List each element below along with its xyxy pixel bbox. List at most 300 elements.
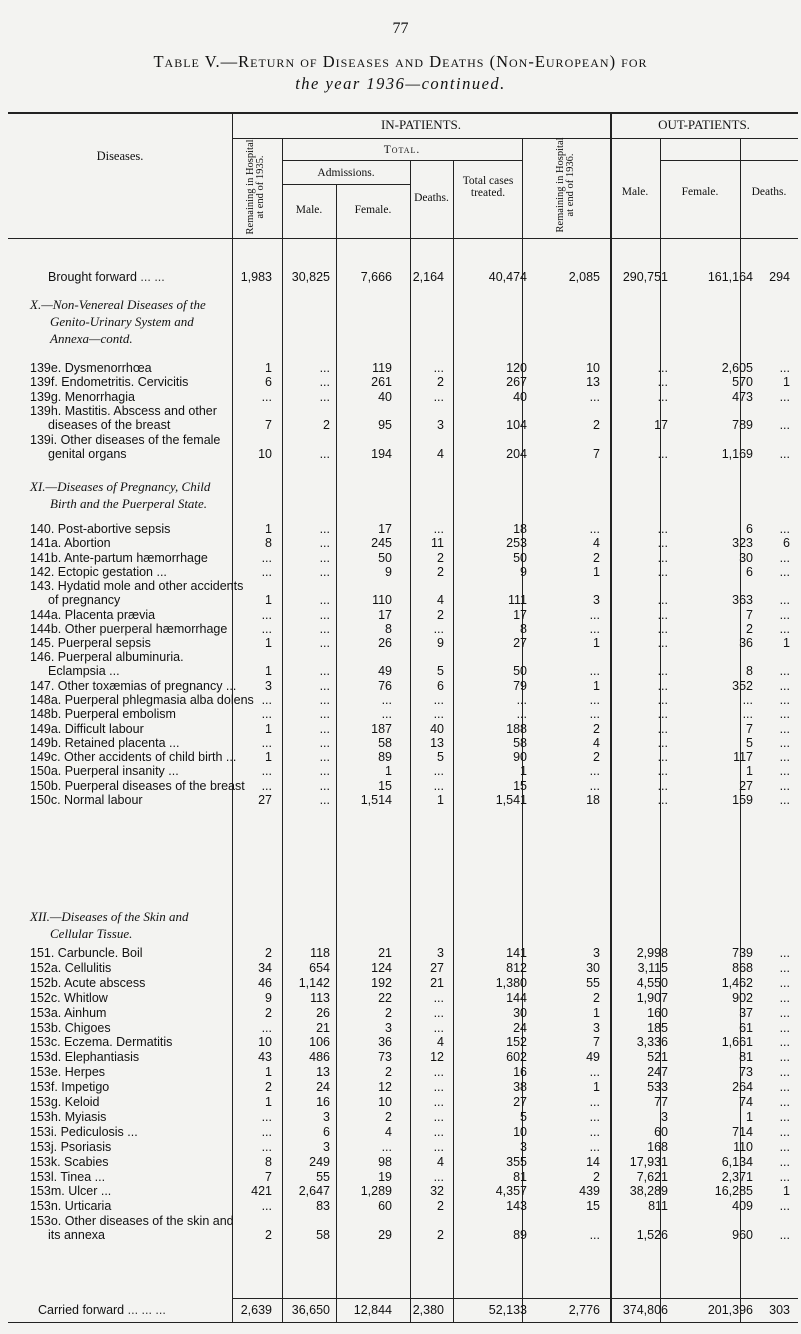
cell: 38 bbox=[513, 1080, 527, 1095]
cell: 34 bbox=[258, 960, 272, 975]
cell: ... bbox=[319, 389, 330, 404]
cell: ... bbox=[657, 389, 668, 404]
cell: ... bbox=[779, 607, 790, 622]
cell: 1 bbox=[265, 522, 272, 536]
cell: ... bbox=[319, 707, 330, 722]
cell: 2,998 bbox=[636, 946, 668, 960]
cell: ... bbox=[589, 1139, 600, 1154]
cell: 7 bbox=[265, 1169, 272, 1184]
table-row bbox=[0, 693, 801, 707]
cell: 2 bbox=[385, 1005, 392, 1020]
cell: ... bbox=[433, 522, 444, 536]
cell: 2 bbox=[437, 550, 444, 565]
cell: 52,133 bbox=[488, 1303, 527, 1317]
cell: ... bbox=[319, 522, 330, 536]
cell: ... bbox=[779, 735, 790, 750]
cell: ... bbox=[589, 664, 600, 679]
row-label: 149b. Retained placenta ... bbox=[30, 735, 180, 750]
cell: 12 bbox=[430, 1050, 444, 1065]
cell: 8 bbox=[265, 1154, 272, 1169]
cell: 10 bbox=[258, 1035, 272, 1050]
cell: 110 bbox=[372, 593, 392, 607]
cell: 2,164 bbox=[412, 270, 444, 284]
table-row-continued bbox=[0, 418, 801, 432]
remaining-1936-header: Remaining in Hospital at end of 1936. bbox=[555, 137, 576, 233]
table-row bbox=[0, 361, 801, 375]
cell: ... bbox=[319, 446, 330, 461]
cell: 89 bbox=[513, 1228, 527, 1243]
row-label: 149a. Difficult labour bbox=[30, 721, 144, 736]
cell: 1 bbox=[437, 792, 444, 807]
cell: ... bbox=[779, 975, 790, 990]
cell: ... bbox=[779, 1095, 790, 1109]
table-row bbox=[0, 650, 801, 664]
row-label-continued: of pregnancy bbox=[48, 593, 121, 607]
cell: ... bbox=[779, 750, 790, 764]
cell: 1 bbox=[265, 750, 272, 764]
table-subtitle-text: the year 1936—continued. bbox=[295, 74, 506, 93]
cell: ... bbox=[779, 1139, 790, 1154]
cell: 2 bbox=[746, 621, 753, 636]
row-label: 153l. Tinea ... bbox=[30, 1169, 106, 1184]
cell: ... bbox=[779, 960, 790, 975]
cell: 9 bbox=[437, 636, 444, 650]
cell: ... bbox=[261, 550, 272, 565]
cell: ... bbox=[433, 707, 444, 722]
cell: ... bbox=[319, 593, 330, 607]
cell: ... bbox=[779, 1005, 790, 1020]
cell: 16 bbox=[513, 1065, 527, 1080]
cell: 119 bbox=[372, 361, 392, 375]
cell: 602 bbox=[506, 1050, 527, 1065]
cell: 187 bbox=[371, 721, 392, 736]
cell: 3 bbox=[385, 1020, 392, 1035]
cell: ... bbox=[779, 1154, 790, 1169]
cell: ... bbox=[589, 621, 600, 636]
row-label: 153f. Impetigo bbox=[30, 1080, 110, 1095]
cell: 2 bbox=[437, 375, 444, 390]
total-rule bbox=[282, 160, 522, 161]
table-row bbox=[0, 736, 801, 750]
page-number: 77 bbox=[392, 20, 409, 37]
cell: ... bbox=[381, 707, 392, 722]
cell: 2,647 bbox=[298, 1184, 330, 1199]
cell: 106 bbox=[309, 1035, 330, 1050]
cell: ... bbox=[779, 707, 790, 722]
table-row bbox=[0, 536, 801, 550]
cell: 245 bbox=[371, 536, 392, 551]
cell: ... bbox=[589, 522, 600, 536]
table-row bbox=[0, 390, 801, 404]
cell: ... bbox=[657, 550, 668, 565]
cell: 1 bbox=[783, 636, 790, 650]
cell: 8 bbox=[265, 536, 272, 551]
cell: 26 bbox=[316, 1005, 330, 1020]
cell: 1 bbox=[593, 564, 600, 579]
cell: ... bbox=[589, 764, 600, 779]
cell: 13 bbox=[316, 1065, 330, 1080]
cell: ... bbox=[319, 621, 330, 636]
row-label: 139f. Endometritis. Cervicitis bbox=[30, 375, 189, 390]
cell: 1 bbox=[746, 764, 753, 779]
cell: 73 bbox=[739, 1065, 753, 1080]
table-row bbox=[0, 1184, 801, 1198]
section-heading-line: XI.—Diseases of Pregnancy, Child bbox=[30, 479, 211, 494]
cell: 5 bbox=[746, 735, 753, 750]
cell: ... bbox=[589, 693, 600, 707]
cell: 1 bbox=[265, 1095, 272, 1109]
row-label: 153g. Keloid bbox=[30, 1095, 100, 1109]
cell: 38,289 bbox=[629, 1184, 668, 1199]
cell: 19 bbox=[378, 1169, 392, 1184]
cell: ... bbox=[261, 564, 272, 579]
cell: ... bbox=[261, 389, 272, 404]
cell: 74 bbox=[739, 1095, 753, 1109]
cell: ... bbox=[779, 664, 790, 679]
cell: 2 bbox=[385, 1065, 392, 1080]
cell: ... bbox=[742, 707, 753, 722]
cell: 160 bbox=[647, 1005, 668, 1020]
cell: 1 bbox=[520, 764, 527, 779]
cell: 58 bbox=[378, 735, 392, 750]
cell: 201,396 bbox=[707, 1303, 753, 1317]
cell: ... bbox=[657, 621, 668, 636]
cell: 7,666 bbox=[360, 270, 392, 284]
cell: 113 bbox=[310, 990, 330, 1005]
table-row bbox=[0, 433, 801, 447]
cell: ... bbox=[657, 607, 668, 622]
row-label: 153a. Ainhum bbox=[30, 1005, 107, 1020]
cell: 120 bbox=[506, 361, 527, 375]
cell: 1 bbox=[593, 1080, 600, 1095]
inpatients-header: IN-PATIENTS. bbox=[380, 117, 462, 132]
cell: ... bbox=[433, 1109, 444, 1124]
cell: 247 bbox=[647, 1065, 668, 1080]
cell: 8 bbox=[385, 621, 392, 636]
cell: 15 bbox=[513, 778, 527, 793]
cell: 2 bbox=[323, 417, 330, 432]
row-label: 148b. Puerperal embolism bbox=[30, 707, 176, 722]
cell: 17 bbox=[378, 607, 392, 622]
cell: 570 bbox=[732, 375, 753, 390]
cell: 152 bbox=[506, 1035, 527, 1050]
cell: 5 bbox=[437, 750, 444, 764]
cell: 18 bbox=[513, 522, 527, 536]
table-top-rule bbox=[8, 112, 798, 114]
table-row-continued bbox=[0, 593, 801, 607]
outpatients-rule bbox=[610, 138, 798, 139]
cell: ... bbox=[319, 764, 330, 779]
table-row-continued bbox=[0, 664, 801, 678]
cell: 2 bbox=[265, 1005, 272, 1020]
cell: 902 bbox=[732, 990, 753, 1005]
cell: ... bbox=[433, 361, 444, 375]
cell: 30 bbox=[513, 1005, 527, 1020]
cell: ... bbox=[657, 678, 668, 693]
cell: 6 bbox=[437, 678, 444, 693]
cell: ... bbox=[319, 678, 330, 693]
cell: 10 bbox=[378, 1095, 392, 1109]
row-label: 146. Puerperal albuminuria. bbox=[30, 650, 184, 665]
row-label: 144b. Other puerperal hæmorrhage bbox=[30, 621, 228, 636]
cell: ... bbox=[261, 1109, 272, 1124]
cell: 1 bbox=[746, 1109, 753, 1124]
total-header: Total. bbox=[383, 144, 421, 156]
cell: 7 bbox=[746, 721, 753, 736]
cell: 5 bbox=[437, 664, 444, 679]
cell: 2 bbox=[265, 946, 272, 960]
row-label: 147. Other toxæmias of pregnancy ... bbox=[30, 678, 237, 693]
cell: 3 bbox=[323, 1109, 330, 1124]
cell: ... bbox=[779, 446, 790, 461]
cell: 294 bbox=[769, 270, 790, 284]
cell: ... bbox=[589, 1124, 600, 1139]
cell: 1,526 bbox=[636, 1228, 668, 1243]
cell: 290,751 bbox=[622, 270, 668, 284]
cell: 3 bbox=[593, 946, 600, 960]
cell: ... bbox=[319, 550, 330, 565]
cell: ... bbox=[319, 693, 330, 707]
cell: ... bbox=[261, 778, 272, 793]
row-label: 142. Ectopic gestation ... bbox=[30, 564, 167, 579]
cell: 3,336 bbox=[636, 1035, 668, 1050]
cell: 1 bbox=[265, 721, 272, 736]
cell: 30,825 bbox=[291, 270, 330, 284]
cell: ... bbox=[657, 636, 668, 650]
cell: 89 bbox=[378, 750, 392, 764]
row-label: 139i. Other diseases of the female bbox=[30, 432, 221, 447]
cell: ... bbox=[779, 361, 790, 375]
row-label: 151. Carbuncle. Boil bbox=[30, 946, 143, 960]
table-row bbox=[0, 779, 801, 793]
cell: ... bbox=[433, 1005, 444, 1020]
row-label: 141a. Abortion bbox=[30, 536, 111, 551]
cell: 5 bbox=[520, 1109, 527, 1124]
cell: ... bbox=[657, 735, 668, 750]
cell: ... bbox=[779, 564, 790, 579]
table-bottom-rule bbox=[8, 1322, 798, 1323]
cell: ... bbox=[779, 1080, 790, 1095]
cell: 6 bbox=[323, 1124, 330, 1139]
cell: 110 bbox=[733, 1139, 753, 1154]
cell: 521 bbox=[647, 1050, 668, 1065]
table-row bbox=[0, 1140, 801, 1154]
cell: 124 bbox=[371, 960, 392, 975]
table-row bbox=[0, 1035, 801, 1049]
table-row bbox=[0, 551, 801, 565]
cell: ... bbox=[589, 607, 600, 622]
cell: 37 bbox=[739, 1005, 753, 1020]
cell: ... bbox=[319, 750, 330, 764]
cell: 1 bbox=[593, 678, 600, 693]
cell: ... bbox=[319, 664, 330, 679]
cell: 40,474 bbox=[488, 270, 527, 284]
cell: 8 bbox=[746, 664, 753, 679]
cell: 161,164 bbox=[707, 270, 753, 284]
cell: 21 bbox=[316, 1020, 330, 1035]
cell: 40 bbox=[378, 389, 392, 404]
cell: 18 bbox=[586, 792, 600, 807]
cell: ... bbox=[779, 593, 790, 607]
table-row bbox=[0, 1095, 801, 1109]
cell: 2 bbox=[437, 1228, 444, 1243]
table-title-text: Table V.—Return of Diseases and Deaths (Non-European) for bbox=[153, 52, 648, 71]
cell: 111 bbox=[507, 593, 527, 607]
cell: ... bbox=[657, 446, 668, 461]
cell: 60 bbox=[378, 1199, 392, 1214]
row-label: 141b. Ante-partum hæmorrhage bbox=[30, 550, 208, 565]
row-label: 145. Puerperal sepsis bbox=[30, 636, 151, 650]
cell: 30 bbox=[739, 550, 753, 565]
cell: 3 bbox=[265, 678, 272, 693]
cell: 2 bbox=[593, 550, 600, 565]
inpatients-rule bbox=[232, 138, 610, 139]
row-label: 139e. Dysmenorrhœa bbox=[30, 361, 152, 375]
cell: 36 bbox=[739, 636, 753, 650]
row-label: 143. Hydatid mole and other accidents bbox=[30, 579, 244, 593]
cell: ... bbox=[261, 1139, 272, 1154]
cell: ... bbox=[516, 707, 527, 722]
cell: 1 bbox=[783, 375, 790, 390]
cell: 2 bbox=[593, 1169, 600, 1184]
cell: ... bbox=[657, 778, 668, 793]
cell: 3,115 bbox=[637, 960, 668, 975]
cell: 249 bbox=[309, 1154, 330, 1169]
row-label: Carried forward ... ... ... bbox=[38, 1303, 166, 1317]
table-title bbox=[0, 52, 801, 72]
outpatients-header: OUT-PATIENTS. bbox=[658, 117, 750, 132]
cell: 79 bbox=[513, 678, 527, 693]
cell: 13 bbox=[586, 375, 600, 390]
cell: 1,907 bbox=[636, 990, 668, 1005]
cell: 194 bbox=[371, 446, 392, 461]
section-heading-line: Annexa—contd. bbox=[50, 331, 133, 346]
cell: 2,776 bbox=[568, 1303, 600, 1317]
out-male-header: Male. bbox=[621, 186, 649, 198]
section-xii-heading bbox=[30, 908, 189, 942]
table-row bbox=[0, 375, 801, 389]
cell: 2 bbox=[593, 990, 600, 1005]
cell: ... bbox=[319, 536, 330, 551]
cell: ... bbox=[589, 1095, 600, 1109]
row-label: 153n. Urticaria bbox=[30, 1199, 112, 1214]
cell: ... bbox=[779, 1109, 790, 1124]
cell: ... bbox=[381, 693, 392, 707]
total-cases-header: Total cases treated. bbox=[462, 175, 514, 199]
section-heading-line: Birth and the Puerperal State. bbox=[50, 496, 208, 511]
cell: ... bbox=[657, 693, 668, 707]
cell: 3 bbox=[520, 1139, 527, 1154]
cell: 21 bbox=[430, 975, 444, 990]
cell: 26 bbox=[378, 636, 392, 650]
cell: 49 bbox=[586, 1050, 600, 1065]
cell: 1 bbox=[265, 636, 272, 650]
cell: ... bbox=[657, 664, 668, 679]
cell: ... bbox=[779, 1228, 790, 1243]
table-row bbox=[0, 1021, 801, 1035]
cell: 6,134 bbox=[721, 1154, 753, 1169]
cell: 789 bbox=[732, 417, 753, 432]
cell: ... bbox=[433, 990, 444, 1005]
cell: 27 bbox=[513, 636, 527, 650]
cell: 439 bbox=[579, 1184, 600, 1199]
cell: 46 bbox=[258, 975, 272, 990]
cell: ... bbox=[779, 1199, 790, 1214]
cell: ... bbox=[657, 707, 668, 722]
table-row bbox=[0, 679, 801, 693]
cell: 1,462 bbox=[721, 975, 753, 990]
cell: 253 bbox=[506, 536, 527, 551]
section-heading-line: XII.—Diseases of the Skin and bbox=[30, 909, 189, 924]
cell: ... bbox=[319, 721, 330, 736]
cell: 55 bbox=[586, 975, 600, 990]
cell: 261 bbox=[371, 375, 392, 390]
cell: 1 bbox=[593, 636, 600, 650]
cell: 10 bbox=[513, 1124, 527, 1139]
cell: 2,639 bbox=[240, 1303, 272, 1317]
cell: 9 bbox=[265, 990, 272, 1005]
cell: ... bbox=[319, 375, 330, 390]
cell: 2,380 bbox=[412, 1303, 444, 1317]
cell: 1,169 bbox=[721, 446, 753, 461]
cell: ... bbox=[657, 375, 668, 390]
cell: ... bbox=[261, 707, 272, 722]
table-row bbox=[0, 579, 801, 593]
cell: 58 bbox=[316, 1228, 330, 1243]
cell: 27 bbox=[739, 778, 753, 793]
cell: 192 bbox=[371, 975, 392, 990]
cell: 12 bbox=[378, 1080, 392, 1095]
table-row bbox=[0, 961, 801, 975]
cell: 104 bbox=[506, 417, 527, 432]
cell: 17 bbox=[654, 417, 668, 432]
cell: 55 bbox=[316, 1169, 330, 1184]
cell: 90 bbox=[513, 750, 527, 764]
cell: 355 bbox=[506, 1154, 527, 1169]
cell: ... bbox=[433, 389, 444, 404]
cell: 533 bbox=[647, 1080, 668, 1095]
cell: 1,142 bbox=[298, 975, 330, 990]
cell: 6 bbox=[746, 522, 753, 536]
cell: ... bbox=[779, 1124, 790, 1139]
cell: ... bbox=[589, 389, 600, 404]
row-label: 152b. Acute abscess bbox=[30, 975, 146, 990]
cell: 473 bbox=[732, 389, 753, 404]
table-row bbox=[0, 991, 801, 1005]
cell: 14 bbox=[586, 1154, 600, 1169]
table-row bbox=[0, 707, 801, 721]
cell: ... bbox=[261, 693, 272, 707]
cell: 868 bbox=[732, 960, 753, 975]
cell: 12,844 bbox=[353, 1303, 392, 1317]
cell: 4 bbox=[437, 446, 444, 461]
row-label: 153m. Ulcer ... bbox=[30, 1184, 112, 1199]
cell: 2,371 bbox=[721, 1169, 753, 1184]
table-row bbox=[0, 1199, 801, 1213]
cell: ... bbox=[779, 1050, 790, 1065]
cell: 16 bbox=[316, 1095, 330, 1109]
table-row-continued bbox=[0, 447, 801, 461]
cell: ... bbox=[779, 417, 790, 432]
section-heading-line: Genito-Urinary System and bbox=[50, 314, 194, 329]
cell: 73 bbox=[378, 1050, 392, 1065]
cell: 4,550 bbox=[636, 975, 668, 990]
table-row bbox=[0, 1080, 801, 1094]
table-row bbox=[0, 1170, 801, 1184]
cell: 32 bbox=[430, 1184, 444, 1199]
cell: 27 bbox=[430, 960, 444, 975]
cell: ... bbox=[589, 1065, 600, 1080]
